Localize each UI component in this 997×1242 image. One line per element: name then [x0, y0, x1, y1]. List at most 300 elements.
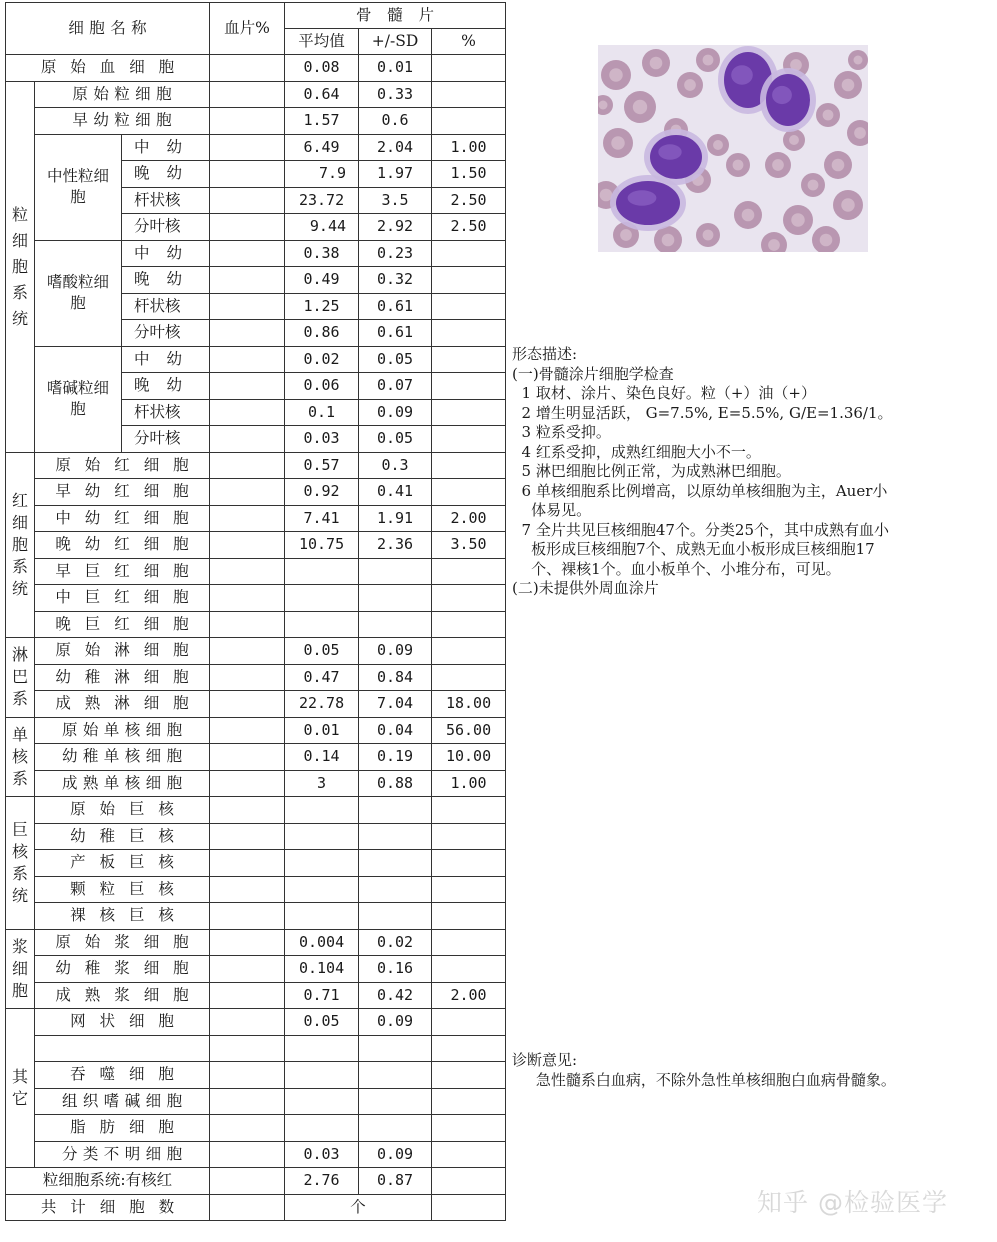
morphology-line: 个、裸核1个。血小板单个、小堆分布，可见。 [512, 559, 841, 578]
mean-cell: 0.05 [285, 638, 359, 665]
cell-label: 网状细胞 [35, 1009, 210, 1036]
rbc-pallor [650, 57, 663, 70]
blood-pct-cell [210, 187, 285, 214]
pct-cell [432, 81, 506, 108]
blast-chromatin [731, 65, 753, 85]
sd-cell [359, 797, 432, 824]
group-char: 核 [11, 746, 28, 766]
table-row [6, 982, 506, 1009]
bone-marrow-micrograph [598, 45, 868, 252]
morphology-description [512, 345, 893, 599]
sd-cell: 0.09 [359, 638, 432, 665]
cell-label: 原始血细胞 [6, 55, 210, 82]
blood-pct-cell [210, 1088, 285, 1115]
blood-pct-cell [210, 744, 285, 771]
mean-cell: 9.44 [285, 214, 359, 241]
sd-cell: 7.04 [359, 691, 432, 718]
table-row [6, 1141, 506, 1168]
mean-cell: 0.92 [285, 479, 359, 506]
cell-label: 杆状核 [122, 187, 210, 214]
morphology-line: 板形成巨核细胞7个、成熟无血小板形成巨核细胞17 [512, 540, 875, 558]
blast-chromatin [628, 190, 657, 205]
blood-pct-cell [210, 664, 285, 691]
blood-pct-cell [210, 1141, 285, 1168]
sd-cell: 0.41 [359, 479, 432, 506]
total-label: 共计细胞数 [6, 1194, 210, 1221]
sd-cell [359, 850, 432, 877]
blood-pct-cell [210, 797, 285, 824]
header-pct: % [432, 29, 506, 55]
rbc-pallor [684, 79, 696, 91]
blood-pct-cell [210, 161, 285, 188]
blood-pct-cell [210, 134, 285, 161]
watermark-text: 知乎 @检验医学 [757, 1188, 948, 1217]
table-row [6, 1062, 506, 1089]
group-char: 它 [11, 1089, 28, 1108]
header-mean: 平均值 [285, 29, 359, 55]
sd-cell: 1.91 [359, 505, 432, 532]
table-row [6, 346, 506, 373]
pct-cell [432, 823, 506, 850]
pct-cell [432, 346, 506, 373]
header-marrow: 骨 髓 片 [285, 3, 506, 29]
cell-label: 组织嗜碱细胞 [35, 1088, 210, 1115]
pct-cell [432, 585, 506, 612]
rbc-pallor [703, 55, 714, 66]
blood-pct-cell [210, 770, 285, 797]
cell-label: 晚巨红细胞 [35, 611, 210, 638]
sd-cell: 2.04 [359, 134, 432, 161]
cell-label: 晚幼 [122, 161, 210, 188]
table-row [6, 1168, 506, 1195]
group-plasma [6, 929, 35, 1009]
pct-cell [432, 850, 506, 877]
mean-cell: 1.57 [285, 108, 359, 135]
morphology-line: 6 单核细胞系比例增高，以原幼单核细胞为主，Auer小 [512, 481, 888, 500]
ratio-mean: 2.76 [285, 1168, 359, 1195]
group-other [6, 1009, 35, 1168]
group-char: 细 [11, 512, 28, 532]
sd-cell: 0.04 [359, 717, 432, 744]
group-char: 细 [11, 230, 28, 250]
group-megakaryocyte [6, 797, 35, 930]
pct-cell [432, 320, 506, 347]
pct-cell: 1.00 [432, 134, 506, 161]
blood-pct-cell [210, 982, 285, 1009]
blood-pct-cell [210, 585, 285, 612]
rbc-pallor [808, 180, 819, 191]
table-row [6, 1009, 506, 1036]
table-row [6, 717, 506, 744]
sd-cell [359, 876, 432, 903]
table-row [6, 691, 506, 718]
pct-cell [432, 479, 506, 506]
rbc-pallor [620, 229, 632, 241]
pct-cell [432, 1168, 506, 1195]
blood-pct-cell [210, 1115, 285, 1142]
ratio-label: 粒细胞系统:有核红 [6, 1168, 210, 1195]
sd-cell: 0.07 [359, 373, 432, 400]
pct-cell [432, 240, 506, 267]
pct-cell [432, 611, 506, 638]
cell-label: 颗粒巨核 [35, 876, 210, 903]
mean-cell: 23.72 [285, 187, 359, 214]
table-row [6, 611, 506, 638]
group-char: 细 [11, 958, 28, 978]
cell-label: 中巨红细胞 [35, 585, 210, 612]
table-row [6, 505, 506, 532]
sd-cell: 0.23 [359, 240, 432, 267]
rbc-pallor [854, 56, 863, 65]
group-char: 巴 [11, 667, 28, 687]
sd-cell: 0.42 [359, 982, 432, 1009]
pct-cell [432, 452, 506, 479]
sd-cell: 0.02 [359, 929, 432, 956]
rbc-pallor [854, 127, 866, 139]
sd-cell: 0.09 [359, 1009, 432, 1036]
sd-cell: 0.6 [359, 108, 432, 135]
blood-pct-cell [210, 956, 285, 983]
mean-cell: 6.49 [285, 134, 359, 161]
cell-label: 中幼 [122, 240, 210, 267]
diagnosis-title: 诊断意见: [512, 1051, 578, 1069]
mean-cell [285, 1088, 359, 1115]
blast-chromatin [772, 86, 792, 104]
blood-pct-cell [210, 452, 285, 479]
mean-cell: 10.75 [285, 532, 359, 559]
table-row [6, 479, 506, 506]
group-char: 系 [11, 863, 28, 883]
table-row [6, 1035, 506, 1062]
table-row [6, 744, 506, 771]
table-row [6, 1088, 506, 1115]
blood-pct-cell [210, 823, 285, 850]
mean-cell: 22.78 [285, 691, 359, 718]
cell-label: 裸核巨核 [35, 903, 210, 930]
mean-cell: 0.01 [285, 717, 359, 744]
table-row [6, 876, 506, 903]
blood-pct-cell [210, 55, 285, 82]
table-row [6, 929, 506, 956]
table-row [6, 585, 506, 612]
rbc-pallor [842, 79, 855, 92]
mean-cell: 0.71 [285, 982, 359, 1009]
blood-pct-cell [210, 346, 285, 373]
blood-pct-cell [210, 320, 285, 347]
table-row [6, 956, 506, 983]
table-row [6, 664, 506, 691]
cell-label: 杆状核 [122, 293, 210, 320]
group-char: 胞 [11, 534, 28, 554]
cell-label: 早幼粒细胞 [35, 108, 210, 135]
blood-pct-cell [210, 929, 285, 956]
cell-label: 原始巨核 [35, 797, 210, 824]
bone-marrow-report-table [5, 2, 506, 1221]
rbc-pallor [823, 110, 834, 121]
pct-cell: 1.00 [432, 770, 506, 797]
rbc-pallor [742, 209, 755, 222]
blood-pct-cell [210, 267, 285, 294]
cell-label: 产板巨核 [35, 850, 210, 877]
blast-chromatin [658, 144, 681, 159]
mean-cell [285, 1035, 359, 1062]
group-char: 其 [11, 1067, 28, 1086]
mean-cell: 0.03 [285, 426, 359, 453]
table-row [6, 55, 506, 82]
sd-cell: 0.61 [359, 320, 432, 347]
cell-label: 分叶核 [122, 320, 210, 347]
cell-label: 分叶核 [122, 426, 210, 453]
cell-label: 原始单核细胞 [35, 717, 210, 744]
cell-label: 幼稚单核细胞 [35, 744, 210, 771]
cell-label: 成熟单核细胞 [35, 770, 210, 797]
group-char: 单 [11, 724, 28, 744]
group-char: 巨 [11, 819, 28, 839]
pct-cell [432, 1115, 506, 1142]
mean-cell: 0.104 [285, 956, 359, 983]
mean-cell: 0.49 [285, 267, 359, 294]
table-row [6, 850, 506, 877]
table-row [6, 903, 506, 930]
mean-cell [285, 876, 359, 903]
sd-cell: 0.09 [359, 1141, 432, 1168]
pct-cell [432, 929, 506, 956]
group-monocyte [6, 717, 35, 797]
morphology-line: 3 粒系受抑。 [512, 423, 611, 441]
rbc-pallor [599, 101, 608, 110]
blood-pct-cell [210, 1194, 285, 1221]
morphology-line: 7 全片共见巨核细胞47个。分类25个，其中成熟有血小 [512, 520, 890, 539]
sd-cell: 0.01 [359, 55, 432, 82]
rbc-pallor [791, 213, 805, 227]
rbc-pallor [633, 100, 647, 114]
header-blood-pct: 血片% [210, 3, 285, 55]
rbc-pallor [841, 198, 855, 212]
blood-pct-cell [210, 108, 285, 135]
sd-cell: 3.5 [359, 187, 432, 214]
rbc-pallor [772, 159, 784, 171]
sd-cell: 0.32 [359, 267, 432, 294]
rbc-pallor [768, 239, 780, 251]
sd-cell [359, 1115, 432, 1142]
cell-label: 早巨红细胞 [35, 558, 210, 585]
group-char: 核 [11, 841, 28, 861]
group-char: 胞 [11, 256, 28, 276]
group-granulocyte [6, 81, 35, 452]
pct-cell [432, 55, 506, 82]
pct-cell: 1.50 [432, 161, 506, 188]
pct-cell [432, 293, 506, 320]
pct-cell: 18.00 [432, 691, 506, 718]
pct-cell: 56.00 [432, 717, 506, 744]
mean-cell: 0.1 [285, 399, 359, 426]
sd-cell: 0.3 [359, 452, 432, 479]
mean-cell [285, 903, 359, 930]
table-row [6, 1194, 506, 1221]
group-char: 统 [11, 308, 28, 328]
mean-cell: 7.41 [285, 505, 359, 532]
morphology-line: 2 增生明显活跃， G=7.5%, E=5.5%, G/E=1.36/1。 [512, 403, 893, 422]
table-row [6, 532, 506, 559]
pct-cell [432, 638, 506, 665]
pct-cell [432, 1009, 506, 1036]
cell-label: 成熟淋细胞 [35, 691, 210, 718]
mean-cell: 0.004 [285, 929, 359, 956]
rbc-pallor [820, 234, 833, 247]
mean-cell: 0.64 [285, 81, 359, 108]
cell-label: 吞噬细胞 [35, 1062, 210, 1089]
sd-cell: 2.92 [359, 214, 432, 241]
mean-cell [285, 797, 359, 824]
table-row [6, 134, 506, 161]
table-row [6, 1115, 506, 1142]
cell-label: 原始淋细胞 [35, 638, 210, 665]
table-row [6, 558, 506, 585]
pct-cell: 10.00 [432, 744, 506, 771]
table-row [6, 81, 506, 108]
sd-cell: 0.33 [359, 81, 432, 108]
mean-cell: 0.86 [285, 320, 359, 347]
mean-cell: 0.47 [285, 664, 359, 691]
table-row [6, 3, 506, 29]
pct-cell [432, 956, 506, 983]
blood-pct-cell [210, 611, 285, 638]
morphology-line: 5 淋巴细胞比例正常，为成熟淋巴细胞。 [512, 462, 791, 480]
cell-label: 晚幼 [122, 373, 210, 400]
rbc-pallor [703, 230, 714, 241]
blood-pct-cell [210, 876, 285, 903]
mean-cell: 0.14 [285, 744, 359, 771]
cell-label: 原始粒细胞 [35, 81, 210, 108]
sd-cell: 0.84 [359, 664, 432, 691]
blood-pct-cell [210, 638, 285, 665]
pct-cell [432, 1062, 506, 1089]
blood-pct-cell [210, 505, 285, 532]
blood-pct-cell [210, 850, 285, 877]
mean-cell: 0.05 [285, 1009, 359, 1036]
pct-cell [432, 664, 506, 691]
group-char: 系 [11, 768, 28, 788]
group-char: 系 [11, 689, 28, 709]
cell-label: 幼稚淋细胞 [35, 664, 210, 691]
rbc-pallor [662, 234, 675, 247]
rbc-pallor [609, 68, 623, 82]
morphology-line: 体易见。 [512, 501, 592, 519]
sd-cell: 1.97 [359, 161, 432, 188]
diagnosis-text: 急性髓系白血病，不除外急性单核细胞白血病骨髓象。 [512, 1070, 896, 1089]
subgroup-basophil: 嗜碱粒细胞 [35, 346, 122, 452]
blood-pct-cell [210, 426, 285, 453]
sd-cell: 0.61 [359, 293, 432, 320]
mean-cell: 0.03 [285, 1141, 359, 1168]
table-row [6, 108, 506, 135]
header-sd: +/-SD [359, 29, 432, 55]
table-row [6, 823, 506, 850]
table-row [6, 638, 506, 665]
mean-cell [285, 850, 359, 877]
cell-label: 幼稚巨核 [35, 823, 210, 850]
cell-label: 中幼 [122, 134, 210, 161]
subgroup-neutrophil: 中性粒细胞 [35, 134, 122, 240]
cell-label: 杆状核 [122, 399, 210, 426]
group-lymph [6, 638, 35, 718]
table-row [6, 452, 506, 479]
blood-pct-cell [210, 1035, 285, 1062]
pct-cell [432, 1035, 506, 1062]
blood-pct-cell [210, 1009, 285, 1036]
cell-label: 晚幼红细胞 [35, 532, 210, 559]
mean-cell: 3 [285, 770, 359, 797]
sd-cell: 0.88 [359, 770, 432, 797]
sd-cell: 2.36 [359, 532, 432, 559]
pct-cell [432, 267, 506, 294]
blood-pct-cell [210, 691, 285, 718]
sd-cell [359, 1035, 432, 1062]
mean-cell: 0.38 [285, 240, 359, 267]
cell-label: 分叶核 [122, 214, 210, 241]
mean-cell: 0.08 [285, 55, 359, 82]
blood-pct-cell [210, 81, 285, 108]
group-char: 粒 [11, 204, 28, 224]
morphology-line: 4 红系受抑，成熟红细胞大小不一。 [512, 442, 761, 461]
cell-label: 脂肪细胞 [35, 1115, 210, 1142]
group-char: 胞 [11, 980, 28, 1000]
pct-cell [432, 399, 506, 426]
morphology-line: (二)未提供外周血涂片 [512, 579, 659, 597]
cell-label: 早幼红细胞 [35, 479, 210, 506]
cell-label: 原始浆细胞 [35, 929, 210, 956]
sd-cell [359, 903, 432, 930]
sd-cell: 0.16 [359, 956, 432, 983]
group-char: 统 [11, 578, 28, 598]
pct-cell [432, 1141, 506, 1168]
blood-pct-cell [210, 903, 285, 930]
mean-cell: 7.9 [285, 161, 359, 188]
blood-pct-cell [210, 214, 285, 241]
rbc-pallor [733, 160, 744, 171]
cell-label: 分类不明细胞 [35, 1141, 210, 1168]
sd-cell [359, 611, 432, 638]
pct-cell [432, 797, 506, 824]
cell-label: 晚幼 [122, 267, 210, 294]
rbc-pallor [789, 135, 799, 145]
mean-cell [285, 1062, 359, 1089]
morphology-line: 1 取材、涂片、染色良好。粒（+）油（+） [512, 384, 816, 402]
blood-pct-cell [210, 479, 285, 506]
pct-cell [432, 558, 506, 585]
morphology-line: (一)骨髓涂片细胞学检查 [512, 364, 674, 383]
table-row [6, 797, 506, 824]
table-row [6, 240, 506, 267]
group-char: 红 [11, 490, 28, 510]
pct-cell [432, 903, 506, 930]
sd-cell [359, 823, 432, 850]
mean-cell [285, 823, 359, 850]
pct-cell [432, 108, 506, 135]
pct-cell: 2.50 [432, 187, 506, 214]
blood-pct-cell [210, 717, 285, 744]
pct-cell: 3.50 [432, 532, 506, 559]
blood-pct-cell [210, 373, 285, 400]
group-erythroid [6, 452, 35, 638]
mean-cell [285, 558, 359, 585]
pct-cell [432, 426, 506, 453]
blood-pct-cell [210, 558, 285, 585]
mean-cell: 0.06 [285, 373, 359, 400]
group-char: 浆 [11, 936, 28, 956]
cell-label: 成熟浆细胞 [35, 982, 210, 1009]
sd-cell: 0.19 [359, 744, 432, 771]
